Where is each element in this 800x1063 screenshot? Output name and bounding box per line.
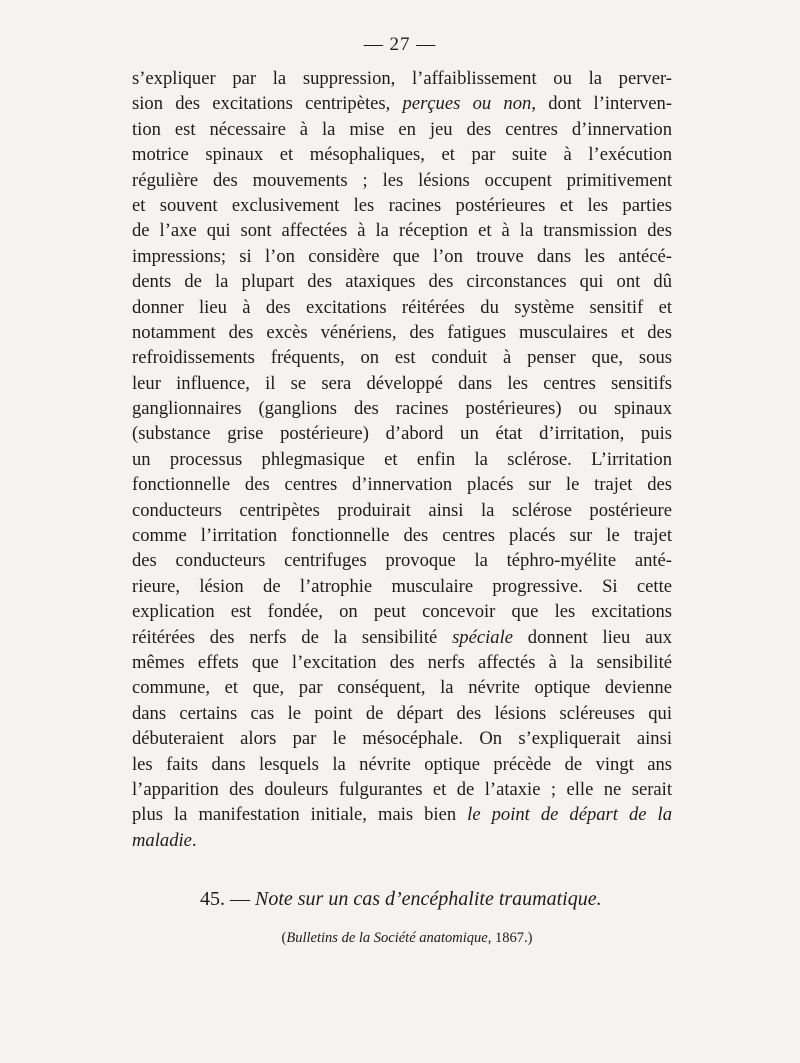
text-segment: impressions; si l’on considère que l’on trouve dans les antécé- (132, 245, 672, 267)
text-segment: motrice spinaux et mésophaliques, et par suite à l’exécution (132, 144, 672, 166)
text-line (132, 574, 672, 599)
text-segment: fonctionnelle des centres d’innervation placés sur le trajet des (132, 474, 672, 496)
text-line (132, 523, 672, 548)
text-segment: rieure, lésion de l’atrophie musculaire progressive. Si cette (132, 575, 672, 597)
text-line (132, 371, 672, 396)
text-line (132, 701, 672, 726)
text-segment: donnent lieu aux (512, 626, 672, 648)
text-line (132, 599, 672, 624)
text-line (132, 91, 672, 116)
text-segment: régulière des mouvements ; les lésions occupent primitivement (132, 169, 672, 191)
text-line (132, 472, 672, 497)
text-segment: plus la manifestation initiale, mais bien (132, 804, 468, 826)
source-journal: Bulletins de la Société anatomique (286, 930, 488, 946)
italic-text: le point de départ de la (467, 804, 673, 826)
text-line (132, 269, 672, 294)
text-line (132, 345, 672, 370)
text-line (132, 66, 672, 91)
entry-heading (200, 888, 602, 911)
text-segment: les faits dans lesquels la névrite optique précède de vingt ans (132, 753, 672, 775)
text-segment: explication est fondée, on peut concevoir que les excitations (132, 601, 672, 623)
text-segment: s’expliquer par la suppression, l’affaiblissement ou la perver- (132, 68, 672, 89)
text-line (132, 168, 672, 193)
text-segment: un processus phlegmasique et enfin la sclérose. L’irritation (132, 448, 672, 470)
text-line (132, 675, 672, 700)
text-line (132, 193, 672, 218)
text-line (132, 117, 672, 142)
text-line (132, 142, 672, 167)
text-line (132, 421, 672, 446)
text-segment: leur influence, il se sera développé dans les centres sensitifs (132, 372, 672, 394)
text-segment: sion des excitations centripètes, (132, 93, 403, 115)
text-segment: commune, et que, par conséquent, la névrite optique devienne (132, 677, 672, 699)
text-line (132, 396, 672, 421)
text-segment: (substance grise postérieure) d’abord un état d’irritation, puis (132, 423, 672, 445)
text-segment: , dont l’interven- (531, 93, 672, 115)
text-line (132, 726, 672, 751)
text-segment: donner lieu à des excitations réitérées du système sensitif et (132, 296, 672, 318)
text-segment: . (191, 829, 197, 851)
text-line (132, 802, 672, 827)
text-line (132, 752, 672, 777)
text-segment: tion est nécessaire à la mise en jeu des centres d’innervation (132, 118, 672, 140)
text-line (132, 320, 672, 345)
entry-source (0, 930, 800, 947)
text-line (132, 244, 672, 269)
text-segment: des conducteurs centrifuges provoque la téphro-myélite anté- (132, 550, 672, 572)
text-segment: l’apparition des douleurs fulgurantes et de l’ataxie ; elle ne serait (132, 778, 672, 800)
text-segment: refroidissements fréquents, on est conduit à penser que, sous (132, 347, 672, 369)
body-paragraph (132, 66, 672, 853)
text-segment: conducteurs centripètes produirait ainsi la sclérose postérieure (132, 499, 672, 521)
text-segment: dans certains cas le point de départ des lésions scléreuses qui (132, 702, 672, 724)
italic-text: perçues ou non (402, 93, 532, 115)
text-line (132, 650, 672, 675)
text-segment: réitérées des nerfs de la sensibilité (132, 626, 453, 648)
text-segment: notamment des excès vénériens, des fatigues musculaires et des (132, 321, 672, 343)
entry-number: 45. (200, 888, 225, 910)
text-line (132, 828, 672, 853)
text-segment: de l’axe qui sont affectées à la réception et à la transmission des (132, 220, 672, 242)
italic-text: spéciale (452, 626, 513, 648)
text-segment: ganglionnaires (ganglions des racines postérieures) ou spinaux (132, 398, 672, 420)
text-segment: mêmes effets que l’excitation des nerfs affectés à la sensibilité (132, 651, 672, 673)
text-segment: et souvent exclusivement les racines postérieures et les parties (132, 194, 672, 216)
italic-text: maladie (132, 829, 192, 851)
source-details: , 1867.) (487, 930, 533, 946)
text-line (132, 777, 672, 802)
text-line (132, 548, 672, 573)
page-number: — 27 — (363, 34, 437, 55)
text-segment: comme l’irritation fonctionnelle des centres placés sur le trajet (132, 525, 672, 547)
text-line (132, 625, 672, 650)
text-segment: débuteraient alors par le mésocéphale. On s’expliquerait ainsi (132, 728, 672, 750)
text-line (132, 218, 672, 243)
entry-dash: — (225, 888, 255, 910)
source-open-paren: ( (281, 930, 287, 946)
text-line (132, 447, 672, 472)
text-line (132, 295, 672, 320)
entry-title: Note sur un cas d’encéphalite traumatique. (255, 888, 602, 910)
text-segment: dents de la plupart des ataxiques des circonstances qui ont dû (132, 271, 672, 293)
text-line (132, 498, 672, 523)
